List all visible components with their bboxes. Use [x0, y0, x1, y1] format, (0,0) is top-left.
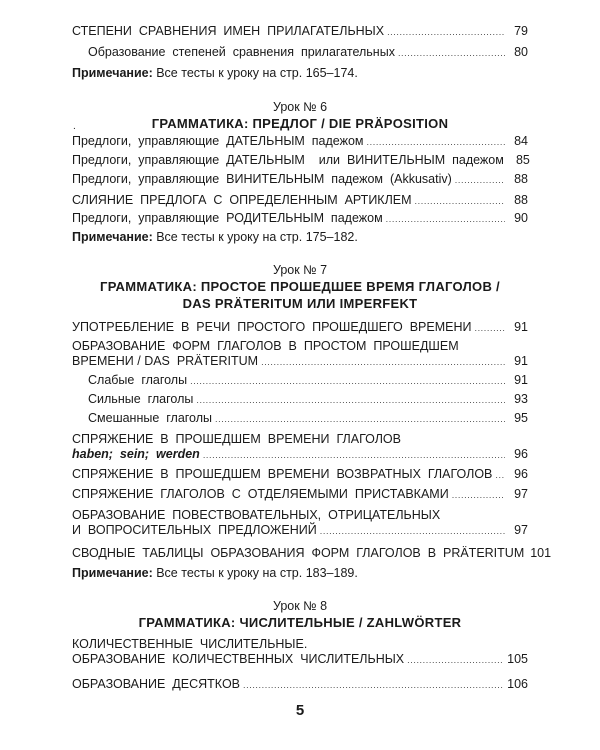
- entry-title-line1: ОБРАЗОВАНИЕ ФОРМ ГЛАГОЛОВ В ПРОСТОМ ПРОШЕДШЕМ: [72, 339, 459, 353]
- entry-page: 90: [514, 211, 528, 225]
- entry-title-line1: СПРЯЖЕНИЕ В ПРОШЕДШЕМ ВРЕМЕНИ ГЛАГОЛОВ: [72, 432, 401, 446]
- entry-title: СЛИЯНИЕ ПРЕДЛОГА С ОПРЕДЕЛЕННЫМ АРТИКЛЕМ: [72, 193, 412, 207]
- toc-entry[interactable]: [0, 320, 600, 335]
- leader-dots: [452, 489, 505, 502]
- leader-dots: [386, 213, 505, 226]
- leader-dots: [415, 195, 505, 208]
- leader-dots: [196, 394, 505, 407]
- note-label: Примечание:: [72, 566, 153, 580]
- leader-dots: [203, 449, 505, 462]
- leader-dots: [495, 469, 505, 482]
- entry-page: 106: [507, 677, 528, 691]
- leader-dots: [261, 356, 505, 369]
- lesson-topic-line1: ГРАММАТИКА: ПРОСТОЕ ПРОШЕДШЕЕ ВРЕМЯ ГЛАГОЛОВ /: [100, 279, 500, 294]
- lesson-heading: Урок № 8: [272, 599, 328, 613]
- toc-entry[interactable]: [0, 153, 600, 168]
- entry-page: 80: [514, 45, 528, 59]
- entry-page: 91: [514, 320, 528, 334]
- note-label: Примечание:: [72, 230, 153, 244]
- page-number: 5: [295, 702, 305, 719]
- entry-title-line1: КОЛИЧЕСТВЕННЫЕ ЧИСЛИТЕЛЬНЫЕ.: [72, 637, 308, 651]
- note: [72, 230, 358, 245]
- entry-title: ОБРАЗОВАНИЕ КОЛИЧЕСТВЕННЫХ ЧИСЛИТЕЛЬНЫХ: [72, 652, 405, 666]
- toc-entry[interactable]: [0, 211, 600, 226]
- entry-title: СПРЯЖЕНИЕ В ПРОШЕДШЕМ ВРЕМЕНИ ВОЗВРАТНЫХ ГЛАГОЛОВ: [72, 467, 493, 481]
- toc-entry[interactable]: [0, 193, 600, 208]
- entry-page: 105: [507, 652, 528, 666]
- toc-entry[interactable]: [0, 467, 600, 482]
- entry-page: 88: [514, 172, 528, 186]
- leader-dots: [474, 322, 505, 335]
- leader-dots: [190, 375, 505, 388]
- entry-title: Предлоги, управляющие ДАТЕЛЬНЫМ или ВИНИТЕЛЬНЫМ падежом: [72, 153, 504, 167]
- lesson-topic-line2: DAS PRÄTERITUM ИЛИ IMPERFEKT: [182, 296, 418, 311]
- entry-page: 91: [514, 373, 528, 387]
- entry-page: 84: [514, 134, 528, 148]
- lesson-heading: Урок № 7: [272, 263, 328, 277]
- entry-title: Образование степеней сравнения прилагательных: [88, 45, 395, 59]
- leader-dots: [398, 47, 505, 60]
- entry-title: Предлоги, управляющие ВИНИТЕЛЬНЫМ падежом (Akkusativ): [72, 172, 452, 186]
- lesson-topic: ГРАММАТИКА: ЧИСЛИТЕЛЬНЫЕ / ZAHLWÖRTER: [138, 615, 462, 630]
- toc-entry[interactable]: [0, 637, 600, 667]
- entry-title: УПОТРЕБЛЕНИЕ В РЕЧИ ПРОСТОГО ПРОШЕДШЕГО ВРЕМЕНИ: [72, 320, 472, 334]
- leader-dots: [320, 525, 505, 538]
- entry-page: 91: [514, 354, 528, 368]
- entry-title: ВРЕМЕНИ / DAS PRÄTERITUM: [72, 354, 259, 368]
- entry-page: 101: [530, 546, 552, 560]
- toc-entry[interactable]: [0, 134, 600, 149]
- toc-entry[interactable]: [0, 172, 600, 187]
- note-label: Примечание:: [72, 66, 153, 80]
- entry-page: 79: [514, 24, 528, 38]
- entry-title: СВОДНЫЕ ТАБЛИЦЫ ОБРАЗОВАНИЯ ФОРМ ГЛАГОЛОВ В PRÄTERITUM: [72, 546, 525, 560]
- leader-dots: [455, 174, 505, 187]
- toc-entry[interactable]: [0, 411, 600, 426]
- entry-page: 97: [514, 523, 528, 537]
- toc-entry[interactable]: [0, 45, 600, 60]
- toc-entry[interactable]: [0, 339, 600, 369]
- note-text: Все тесты к уроку на стр. 175–182.: [152, 230, 358, 244]
- entry-page: 95: [514, 411, 528, 425]
- entry-title: СПРЯЖЕНИЕ ГЛАГОЛОВ С ОТДЕЛЯЕМЫМИ ПРИСТАВКАМИ: [72, 487, 449, 501]
- entry-title: И ВОПРОСИТЕЛЬНЫХ ПРЕДЛОЖЕНИЙ: [72, 523, 317, 537]
- entry-title: Предлоги, управляющие ДАТЕЛЬНЫМ падежом: [72, 134, 364, 148]
- entry-page: 96: [514, 467, 528, 481]
- entry-title: haben; sein; werden: [72, 447, 200, 461]
- toc-entry[interactable]: [0, 392, 600, 407]
- entry-title: Смешанные глаголы: [88, 411, 213, 425]
- toc-entry[interactable]: [0, 24, 600, 39]
- stray-mark: .: [73, 121, 76, 132]
- leader-dots: [367, 136, 505, 149]
- note-text: Все тесты к уроку на стр. 165–174.: [152, 66, 358, 80]
- toc-entry[interactable]: [0, 373, 600, 388]
- entry-page: 96: [514, 447, 528, 461]
- note: [72, 66, 358, 81]
- toc-entry[interactable]: [0, 432, 600, 462]
- lesson-heading: Урок № 6: [272, 100, 328, 114]
- toc-entry[interactable]: [0, 677, 600, 692]
- leader-dots: [215, 413, 505, 426]
- toc-entry[interactable]: [0, 546, 600, 561]
- entry-title: Сильные глаголы: [88, 392, 194, 406]
- toc-entry[interactable]: [0, 487, 600, 502]
- entry-page: 88: [514, 193, 528, 207]
- entry-title: Слабые глаголы: [88, 373, 188, 387]
- leader-dots: [407, 654, 504, 667]
- entry-page: 93: [514, 392, 528, 406]
- entry-title: ОБРАЗОВАНИЕ ДЕСЯТКОВ: [72, 677, 241, 691]
- leader-dots: [243, 679, 504, 692]
- toc-entry[interactable]: [0, 508, 600, 538]
- entry-title-line1: ОБРАЗОВАНИЕ ПОВЕСТВОВАТЕЛЬНЫХ, ОТРИЦАТЕЛЬНЫХ: [72, 508, 441, 522]
- entry-page: 97: [514, 487, 528, 501]
- entry-title: СТЕПЕНИ СРАВНЕНИЯ ИМЕН ПРИЛАГАТЕЛЬНЫХ: [72, 24, 385, 38]
- note: [72, 566, 358, 581]
- entry-page: 85: [515, 153, 530, 167]
- entry-title: Предлоги, управляющие РОДИТЕЛЬНЫМ падежом: [72, 211, 383, 225]
- note-text: Все тесты к уроку на стр. 183–189.: [152, 566, 358, 580]
- lesson-topic: ГРАММАТИКА: ПРЕДЛОГ / DIE PRÄPOSITION: [151, 116, 449, 131]
- leader-dots: [387, 26, 505, 39]
